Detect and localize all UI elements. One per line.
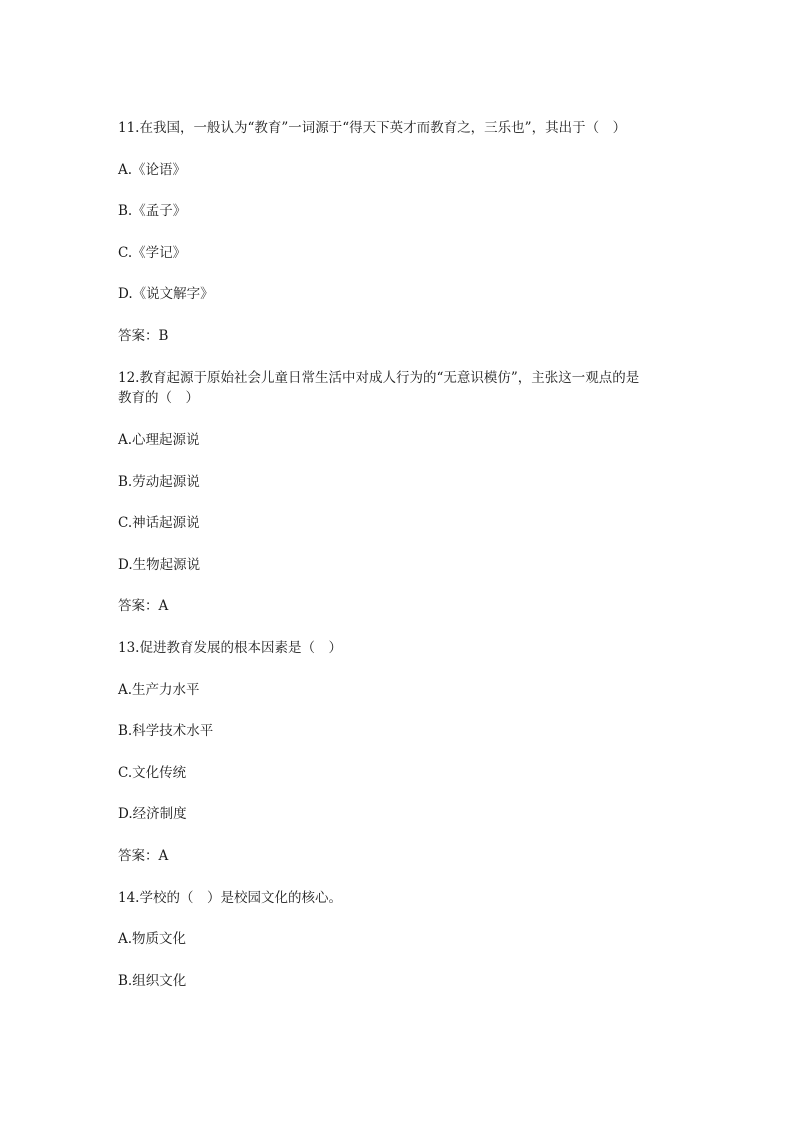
question-11-option-d: D.《说文解字》 — [118, 286, 214, 302]
question-12-option-b: B.劳动起源说 — [118, 474, 200, 490]
question-14-stem: 14.学校的（ ）是校园文化的核心。 — [118, 890, 342, 906]
question-11-option-a: A.《论语》 — [118, 162, 187, 178]
question-14-option-b: B.组织文化 — [118, 973, 187, 989]
question-14-option-a: A.物质文化 — [118, 931, 187, 947]
question-12-stem: 12.教育起源于原始社会儿童日常生活中对成人行为的“无意识模仿”，主张这一观点的是 — [118, 370, 640, 386]
question-12-option-a: A.心理起源说 — [118, 432, 200, 448]
question-13-option-a: A.生产力水平 — [118, 682, 200, 698]
question-13-option-b: B.科学技术水平 — [118, 723, 214, 739]
question-11-stem: 11.在我国，一般认为“教育”一词源于“得天下英才而教育之，三乐也”，其出于（ ） — [118, 120, 627, 136]
question-12-option-c: C.神话起源说 — [118, 515, 200, 531]
question-13-option-d: D.经济制度 — [118, 806, 187, 822]
question-11-option-b: B.《孟子》 — [118, 203, 187, 219]
question-13-stem: 13.促进教育发展的根本因素是（ ） — [118, 640, 342, 656]
question-12-stem-continued: 教育的（ ） — [118, 390, 199, 406]
question-12-option-d: D.生物起源说 — [118, 557, 201, 573]
question-12-answer: 答案：A — [118, 598, 169, 614]
question-13-option-c: C.文化传统 — [118, 765, 187, 781]
question-13-answer: 答案：A — [118, 848, 169, 864]
question-11-option-c: C.《学记》 — [118, 245, 187, 261]
question-11-answer: 答案：B — [118, 328, 169, 344]
